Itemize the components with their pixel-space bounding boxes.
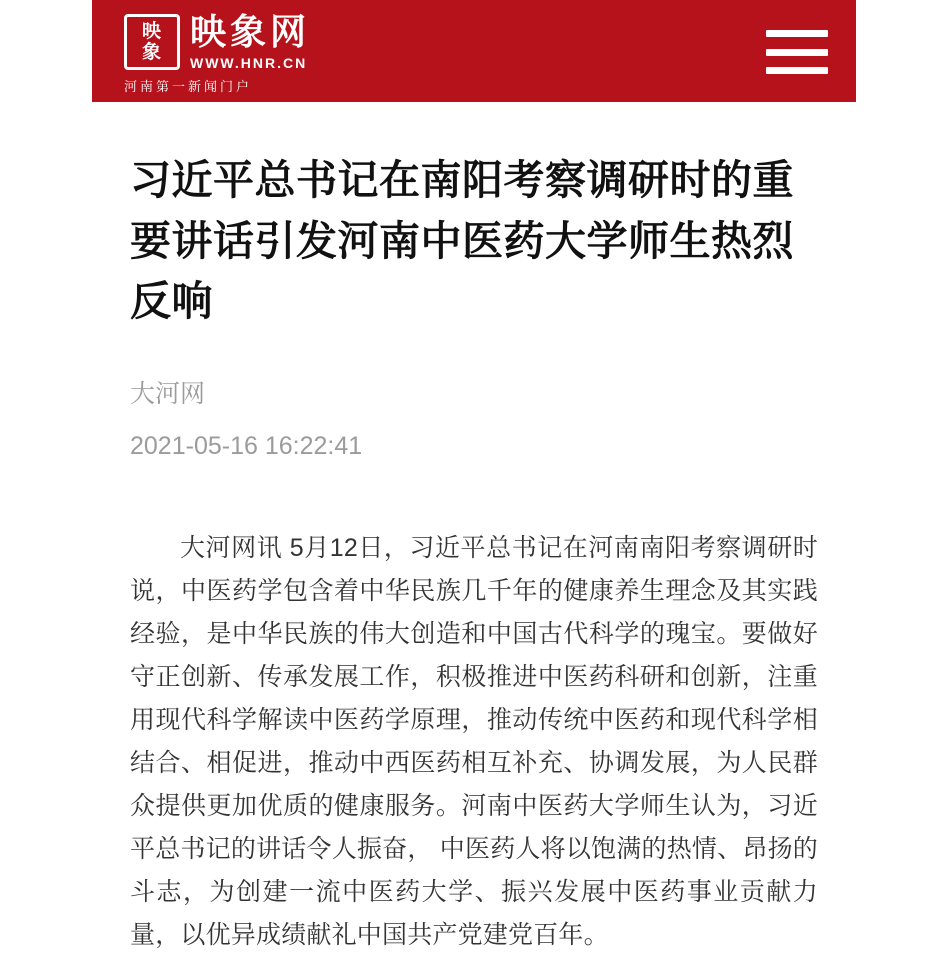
hamburger-menu-icon[interactable] <box>766 30 828 74</box>
article-container <box>0 102 948 957</box>
site-logo[interactable] <box>124 14 310 71</box>
article-source: 大河网 <box>130 380 206 409</box>
seal-char-bottom: 象 <box>141 42 162 63</box>
site-name: 映象网 <box>190 12 311 52</box>
article-timestamp: 2021-05-16 16:22:41 <box>130 431 363 460</box>
hamburger-bar-1 <box>766 30 828 37</box>
article-meta <box>130 376 818 465</box>
site-header <box>0 0 948 102</box>
hamburger-bar-3 <box>766 67 828 74</box>
site-url: WWW.HNR.CN <box>190 54 308 71</box>
site-slogan: 河南第一新闻门户 <box>124 79 253 94</box>
seal-icon <box>124 14 180 70</box>
page-title: 习近平总书记在南阳考察调研时的重要讲话引发河南中医药大学师生热烈反响 <box>130 157 794 325</box>
seal-char-top: 映 <box>141 21 162 42</box>
header-right-margin <box>856 0 948 102</box>
logo-text-block <box>190 14 310 71</box>
hamburger-bar-2 <box>766 49 828 56</box>
header-left-margin <box>0 0 92 102</box>
article-body-paragraph: 大河网讯 5月12日，习近平总书记在河南南阳考察调研时说，中医药学包含着中华民族几千年的健康养生理念及其实践经验，是中华民族的伟大创造和中国古代科学的瑰宝。要做好守正创新、传承发展工作，积极推进中医药科研和创新，注重用现代科学解读中医药学原理，推动传统中医药和现代科学相结合、相促进，推动中西医药相互补充、协调发展，为人民群众提供更加优质的健康服务。河南中医药大学师生认为，习近平总书记的讲话令人振奋， 中医药人将以饱满的热情、昂扬的斗志，为创建一流中医药大学、振兴发展中医药事业贡献力量，以优异成绩献礼中国共产党建党百年。 <box>130 534 818 950</box>
